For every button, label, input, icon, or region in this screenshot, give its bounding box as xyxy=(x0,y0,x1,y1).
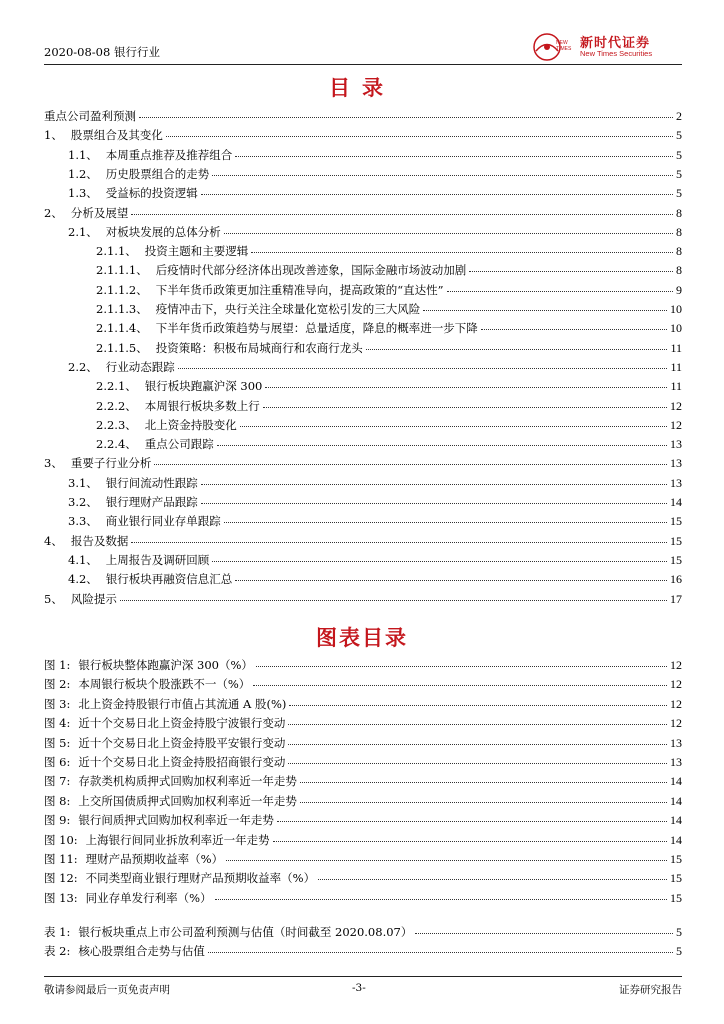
toc-entry-number: 1.3、 xyxy=(68,186,98,201)
company-logo xyxy=(532,30,682,64)
figure-entry[interactable] xyxy=(44,811,682,829)
toc-entry-number: 2.2.3、 xyxy=(96,417,137,432)
toc-entry-page: 14 xyxy=(670,495,682,509)
toc-entry-leader-dots xyxy=(423,298,667,311)
figure-entry-page: 15 xyxy=(670,871,682,886)
toc-entry-leader-dots xyxy=(131,530,667,543)
toc-entry-leader-dots xyxy=(251,240,673,253)
table-entry-number: 表 1: xyxy=(44,925,71,939)
toc-entry-number: 3.1、 xyxy=(68,475,98,490)
figure-entry-page: 12 xyxy=(670,696,682,711)
toc-entry-number: 1、 xyxy=(44,128,63,143)
toc-entry[interactable] xyxy=(44,204,682,222)
figure-entry-text: 近十个交易日北上资金持股招商银行变动 xyxy=(78,755,286,769)
figure-entry-page: 14 xyxy=(670,793,682,808)
toc-entry-text: 北上资金持股变化 xyxy=(144,417,237,432)
figure-entry-number: 图 8: xyxy=(44,793,71,808)
toc-entry-page: 8 xyxy=(676,205,682,220)
toc-entry-text: 重要子行业分析 xyxy=(70,456,152,471)
toc-entry-leader-dots xyxy=(201,472,667,485)
toc-entry-leader-dots xyxy=(224,510,667,523)
table-entry-text: 银行板块重点上市公司盈利预测与估值（时间截至 2020.08.07） xyxy=(78,925,413,939)
figure-entry[interactable] xyxy=(44,850,682,868)
toc-entry[interactable] xyxy=(96,377,682,395)
toc-entry[interactable] xyxy=(96,397,682,415)
figure-entry-leader-dots xyxy=(253,673,667,686)
header-divider xyxy=(44,64,682,65)
figure-entry[interactable] xyxy=(44,792,682,810)
toc-entry[interactable] xyxy=(68,165,682,183)
toc-entry-number: 2.1.1.4、 xyxy=(96,321,148,336)
toc-entry-page: 16 xyxy=(670,572,682,587)
toc-entry-leader-dots xyxy=(366,337,668,350)
figure-entry[interactable] xyxy=(44,656,682,674)
toc-entry-page: 8 xyxy=(676,244,682,259)
figure-entry-page: 12 xyxy=(670,716,682,731)
table-entry-page: 5 xyxy=(676,925,682,939)
figure-entry-text: 本周银行板块个股涨跌不一（%） xyxy=(78,677,251,692)
toc-entry-text: 下半年货币政策更加注重精准导向，提高政策的“直达性” xyxy=(155,282,444,297)
figures-title: 图表目录 xyxy=(316,625,408,650)
figure-entry-number: 图 2: xyxy=(44,677,71,692)
toc-entry-text: 商业银行同业存单跟踪 xyxy=(105,514,221,529)
toc-entry-text: 银行间流动性跟踪 xyxy=(105,475,198,490)
toc-title: 目录 xyxy=(329,75,395,100)
toc-entry-leader-dots xyxy=(265,375,667,388)
toc-entry-page: 8 xyxy=(676,224,682,239)
toc-entry-page: 2 xyxy=(676,109,682,123)
toc-entry-number: 1.2、 xyxy=(68,166,98,181)
footer-disclaimer: 敬请参阅最后一页免责声明 xyxy=(44,984,170,996)
figure-entry-number: 图 5: xyxy=(44,735,71,750)
figure-entry-text: 上交所国债质押式回购加权利率近一年走势 xyxy=(78,793,297,808)
toc-entry-number: 3、 xyxy=(44,456,63,471)
toc-entry-number: 2.2.4、 xyxy=(96,437,137,452)
toc-entry-number: 1.1、 xyxy=(68,147,98,162)
figure-entry-text: 不同类型商业银行理财产品预期收益率（%） xyxy=(85,871,316,886)
toc-entry-leader-dots xyxy=(212,549,667,562)
figure-entry-number: 图 4: xyxy=(44,716,71,731)
toc-entry[interactable] xyxy=(96,300,682,318)
toc-entry[interactable] xyxy=(96,242,682,260)
toc-entry-leader-dots xyxy=(447,279,674,292)
toc-entry[interactable] xyxy=(44,126,682,144)
toc-entry-page: 5 xyxy=(676,186,682,201)
figure-entry-number: 图 3: xyxy=(44,696,71,711)
toc-entry-text: 投资策略：积极布局城商行和农商行龙头 xyxy=(155,340,363,355)
toc-entry-leader-dots xyxy=(469,259,673,272)
footer-divider xyxy=(44,976,682,977)
toc-entry[interactable] xyxy=(44,454,682,472)
toc-entry[interactable] xyxy=(68,184,682,202)
toc-entry-page: 11 xyxy=(670,379,682,394)
figure-entry-page: 12 xyxy=(670,677,682,692)
toc-entry-page: 11 xyxy=(670,359,682,374)
toc-entry-leader-dots xyxy=(235,568,667,581)
toc-entry-text: 上周报告及调研回顾 xyxy=(105,552,210,567)
figure-entry-leader-dots xyxy=(300,770,667,783)
footer-page-number: -3- xyxy=(352,982,366,994)
toc-entry-text: 银行板块跑赢沪深 300 xyxy=(144,379,263,394)
table-entry-page: 5 xyxy=(676,944,682,959)
toc-entry-text: 行业动态跟踪 xyxy=(105,359,175,374)
toc-entry-number: 2.2、 xyxy=(68,359,98,374)
page-header xyxy=(44,30,682,64)
figure-entry[interactable] xyxy=(44,772,682,790)
figure-entry[interactable] xyxy=(44,831,682,849)
figure-entry-text: 近十个交易日北上资金持股宁波银行变动 xyxy=(78,716,286,731)
toc-entry-text: 银行板块再融资信息汇总 xyxy=(105,572,233,587)
toc-entry-leader-dots xyxy=(120,588,667,601)
figure-entry-leader-dots xyxy=(226,848,667,861)
toc-entry-text: 受益标的投资逻辑 xyxy=(105,186,198,201)
toc-entry[interactable] xyxy=(68,570,682,588)
table-entry-text: 核心股票组合走势与估值 xyxy=(78,944,205,959)
toc-entry-page: 15 xyxy=(670,552,682,567)
toc-entry-text: 历史股票组合的走势 xyxy=(105,166,210,181)
toc-entry-number: 2.2.2、 xyxy=(96,398,137,413)
toc-entry-text: 本周银行板块多数上行 xyxy=(144,398,260,413)
toc-entry-number: 2.1.1.5、 xyxy=(96,340,148,355)
toc-entry-page: 10 xyxy=(670,302,682,316)
figure-entry-leader-dots xyxy=(288,732,667,745)
table-entry[interactable] xyxy=(44,923,682,941)
figure-entry-page: 14 xyxy=(670,813,682,828)
figure-entry-number: 图 13: xyxy=(44,890,78,905)
toc-entry-text: 投资主题和主要逻辑 xyxy=(144,244,249,259)
toc-entry-page: 5 xyxy=(676,147,682,162)
figure-entry[interactable] xyxy=(44,675,682,693)
toc-entry-number: 4.1、 xyxy=(68,552,98,567)
figure-entry-leader-dots xyxy=(318,867,667,880)
toc-entry[interactable] xyxy=(96,416,682,434)
figure-entry[interactable] xyxy=(44,889,682,907)
figure-entry-page: 14 xyxy=(670,832,682,847)
table-entry[interactable] xyxy=(44,942,682,960)
figure-entry-page: 14 xyxy=(670,774,682,789)
toc-entry[interactable] xyxy=(96,281,682,299)
figure-entry-page: 13 xyxy=(670,735,682,750)
figure-entry-text: 存款类机构质押式回购加权利率近一年走势 xyxy=(78,774,297,789)
toc-entry-page: 9 xyxy=(676,282,682,297)
toc-entry-leader-dots xyxy=(178,356,668,369)
logo-mark-text: NEW TIMES xyxy=(556,40,572,52)
figure-entry-page: 15 xyxy=(670,852,682,866)
toc-entry[interactable] xyxy=(44,107,682,125)
figure-entry-leader-dots xyxy=(289,693,667,706)
toc-entry-leader-dots xyxy=(481,317,667,330)
toc-entry-leader-dots xyxy=(263,395,667,408)
toc-entry-page: 5 xyxy=(676,166,682,181)
toc-entry-page: 13 xyxy=(670,437,682,452)
toc-entry-leader-dots xyxy=(201,182,673,195)
figure-entry-leader-dots xyxy=(300,790,667,803)
figure-entry-number: 图 1: xyxy=(44,658,71,672)
toc-entry-number: 2.1.1.1、 xyxy=(96,263,148,278)
toc-entry-text: 后疫情时代部分经济体出现改善迹象，国际金融市场波动加剧 xyxy=(155,263,467,278)
toc-entry-text: 分析及展望 xyxy=(70,205,129,220)
figure-entry-leader-dots xyxy=(256,654,667,667)
toc-entry-text: 重点公司盈利预测 xyxy=(44,109,136,123)
figure-entry-leader-dots xyxy=(215,887,667,900)
figure-entry-text: 银行板块整体跑赢沪深 300（%） xyxy=(78,658,253,672)
figure-entry-text: 北上资金持股银行市值占其流通 A 股(%) xyxy=(78,696,287,711)
toc-entry-page: 10 xyxy=(670,321,682,336)
toc-entry[interactable] xyxy=(44,590,682,608)
toc-entry-text: 本周重点推荐及推荐组合 xyxy=(105,147,233,162)
toc-entry[interactable] xyxy=(96,261,682,279)
figure-entry[interactable] xyxy=(44,753,682,771)
toc-entry-text: 股票组合及其变化 xyxy=(70,128,163,143)
table-entry-leader-dots xyxy=(415,921,673,934)
toc-entry-number: 2.1、 xyxy=(68,224,98,239)
figure-entry-page: 12 xyxy=(670,658,682,672)
toc-entry[interactable] xyxy=(44,532,682,550)
toc-entry-leader-dots xyxy=(139,105,673,118)
toc-entry-page: 15 xyxy=(670,514,682,529)
figure-entry-page: 15 xyxy=(670,890,682,905)
toc-entry-text: 风险提示 xyxy=(70,591,117,606)
toc-entry-leader-dots xyxy=(166,124,673,137)
toc-entry[interactable] xyxy=(68,223,682,241)
logo-chinese-name: 新时代证券 xyxy=(580,36,651,51)
toc-entry-page: 5 xyxy=(676,128,682,143)
toc-entry[interactable] xyxy=(96,319,682,337)
figure-entry-text: 上海银行间同业拆放利率近一年走势 xyxy=(85,832,270,847)
figure-entry[interactable] xyxy=(44,714,682,732)
toc-entry-leader-dots xyxy=(201,491,667,504)
logo-english-name: New Times Securities xyxy=(580,49,653,58)
toc-entry-text: 疫情冲击下，央行关注全球量化宽松引发的三大风险 xyxy=(155,302,421,316)
toc-entry-number: 2.2.1、 xyxy=(96,379,137,394)
toc-entry-text: 报告及数据 xyxy=(70,533,129,548)
toc-entry-leader-dots xyxy=(154,452,667,465)
toc-entry-page: 13 xyxy=(670,456,682,471)
table-entry-number: 表 2: xyxy=(44,944,71,959)
toc-entry-text: 重点公司跟踪 xyxy=(144,437,214,452)
figure-entry-number: 图 7: xyxy=(44,774,71,789)
figure-entry-number: 图 12: xyxy=(44,871,78,886)
figure-entry-text: 银行间质押式回购加权利率近一年走势 xyxy=(78,813,274,828)
figure-entry-leader-dots xyxy=(277,809,667,822)
toc-entry-number: 3.2、 xyxy=(68,495,98,509)
toc-entry-number: 5、 xyxy=(44,591,63,606)
toc-entry-number: 3.3、 xyxy=(68,514,98,529)
figure-entry[interactable] xyxy=(44,869,682,887)
toc-entry[interactable] xyxy=(96,339,682,357)
toc-entry-leader-dots xyxy=(217,433,667,446)
toc-entry-page: 17 xyxy=(670,591,682,606)
toc-entry-leader-dots xyxy=(235,144,673,157)
toc-entry-text: 银行理财产品跟踪 xyxy=(105,495,198,509)
toc-entry-page: 15 xyxy=(670,533,682,548)
toc-entry-leader-dots xyxy=(240,414,667,427)
footer-report-type: 证券研究报告 xyxy=(619,984,682,996)
figure-entry-number: 图 11: xyxy=(44,852,78,866)
figure-entry-leader-dots xyxy=(273,829,667,842)
toc-entry[interactable] xyxy=(68,512,682,530)
toc-entry-text: 下半年货币政策趋势与展望：总量适度，降息的概率进一步下降 xyxy=(155,321,478,336)
toc-entry[interactable] xyxy=(68,551,682,569)
figure-entry-text: 近十个交易日北上资金持股平安银行变动 xyxy=(78,735,286,750)
toc-entry-number: 2、 xyxy=(44,205,63,220)
header-date-section: 2020-08-08 银行行业 xyxy=(44,45,160,59)
toc-entry[interactable] xyxy=(68,358,682,376)
figure-entry-text: 同业存单发行利率（%） xyxy=(85,890,212,905)
toc-entry-page: 12 xyxy=(670,417,682,432)
toc-entry-leader-dots xyxy=(212,163,673,176)
figure-entry[interactable] xyxy=(44,695,682,713)
toc-entry-page: 11 xyxy=(670,340,682,355)
toc-entry-page: 12 xyxy=(670,398,682,413)
toc-entry-page: 8 xyxy=(676,263,682,278)
figure-entry-text: 理财产品预期收益率（%） xyxy=(85,852,224,866)
toc-entry-number: 2.1.1、 xyxy=(96,244,137,259)
toc-entry-number: 2.1.1.3、 xyxy=(96,302,148,316)
figure-entry-number: 图 9: xyxy=(44,813,71,828)
toc-entry-number: 2.1.1.2、 xyxy=(96,282,148,297)
table-entry-leader-dots xyxy=(208,940,673,953)
figure-entry-leader-dots xyxy=(288,712,667,725)
figure-entry-number: 图 6: xyxy=(44,755,71,769)
figure-entry-leader-dots xyxy=(288,751,667,764)
toc-entry-page: 13 xyxy=(670,475,682,490)
figure-entry-page: 13 xyxy=(670,755,682,769)
toc-entry[interactable] xyxy=(68,493,682,511)
toc-entry[interactable] xyxy=(96,435,682,453)
toc-entry[interactable] xyxy=(68,146,682,164)
toc-entry-text: 对板块发展的总体分析 xyxy=(105,224,221,239)
toc-entry-leader-dots xyxy=(131,202,673,215)
toc-entry-leader-dots xyxy=(224,221,673,234)
toc-entry[interactable] xyxy=(68,474,682,492)
figure-entry-number: 图 10: xyxy=(44,832,78,847)
figure-entry[interactable] xyxy=(44,734,682,752)
toc-entry-number: 4.2、 xyxy=(68,572,98,587)
toc-entry-number: 4、 xyxy=(44,533,63,548)
